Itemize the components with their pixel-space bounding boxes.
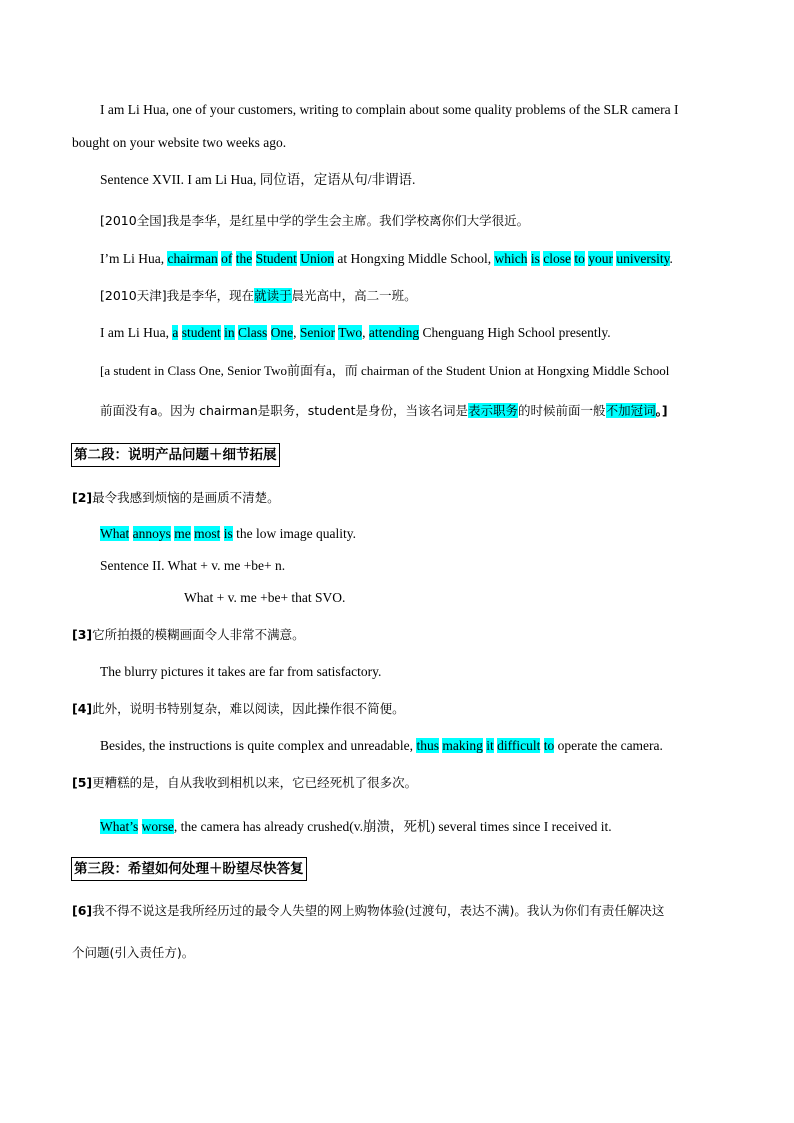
example-2010-national-zh: [2010全国]我是李华，是红星中学的学生会主席。我们学校离你们大学很近。: [100, 213, 530, 228]
sentence-2-a: Sentence II. What + v. me +be+ n.: [100, 558, 286, 573]
intro-line-2: bought on your website two weeks ago.: [72, 135, 287, 150]
example-2010-national-en: I’m Li Hua, chairman of the Student Union at Hongxing Middle School, which is close to your university.: [100, 251, 673, 266]
item-4-zh: [4]此外，说明书特别复杂，难以阅读，因此操作很不简便。: [72, 701, 405, 716]
item-5-en: What’s worse, the camera has already crushed(v.崩溃，死机) several times since I received it.: [100, 819, 612, 834]
item-5-zh: [5]更糟糕的是，自从我收到相机以来，它已经死机了很多次。: [72, 775, 418, 790]
item-3-zh: [3]它所拍摄的模糊画面令人非常不满意。: [72, 627, 305, 642]
sentence-2-b: What + v. me +be+ that SVO.: [184, 590, 346, 605]
section-3-heading: 第三段：希望如何处理＋盼望尽快答复: [71, 857, 307, 881]
note-line-1: [a student in Class One, Senior Two前面有a，而 chairman of the Student Union at Hongxing Middle School: [100, 363, 670, 378]
item-3-en: The blurry pictures it takes are far from satisfactory.: [100, 664, 382, 679]
item-4-en: Besides, the instructions is quite complex and unreadable, thus making it difficult to operate the camera.: [100, 738, 663, 753]
item-2-en: What annoys me most is the low image quality.: [100, 526, 357, 541]
item-2-zh: [2]最令我感到烦恼的是画质不清楚。: [72, 490, 280, 505]
item-6-zh-line-1: [6]我不得不说这是我所经历过的最令人失望的网上购物体验(过渡句，表达不满)。我认为你们有责任解决这: [72, 903, 665, 918]
note-line-2: 前面没有a。因为 chairman是职务，student是身份，当该名词是表示职务的时候前面一般不加冠词。]: [100, 403, 668, 418]
example-2010-tianjin-en: I am Li Hua, a student in Class One, Senior Two, attending Chenguang High School presently.: [100, 325, 611, 340]
item-6-zh-line-2: 个问题(引入责任方)。: [72, 945, 195, 960]
section-2-heading: 第二段：说明产品问题＋细节拓展: [71, 443, 280, 467]
example-2010-tianjin-zh: [2010天津]我是李华，现在就读于晨光高中，高二一班。: [100, 288, 417, 303]
intro-line-1: I am Li Hua, one of your customers, writing to complain about some quality problems of the SLR camera I: [100, 102, 679, 117]
sentence-17: Sentence XVII. I am Li Hua, 同位语，定语从句/非谓语.: [100, 172, 416, 187]
